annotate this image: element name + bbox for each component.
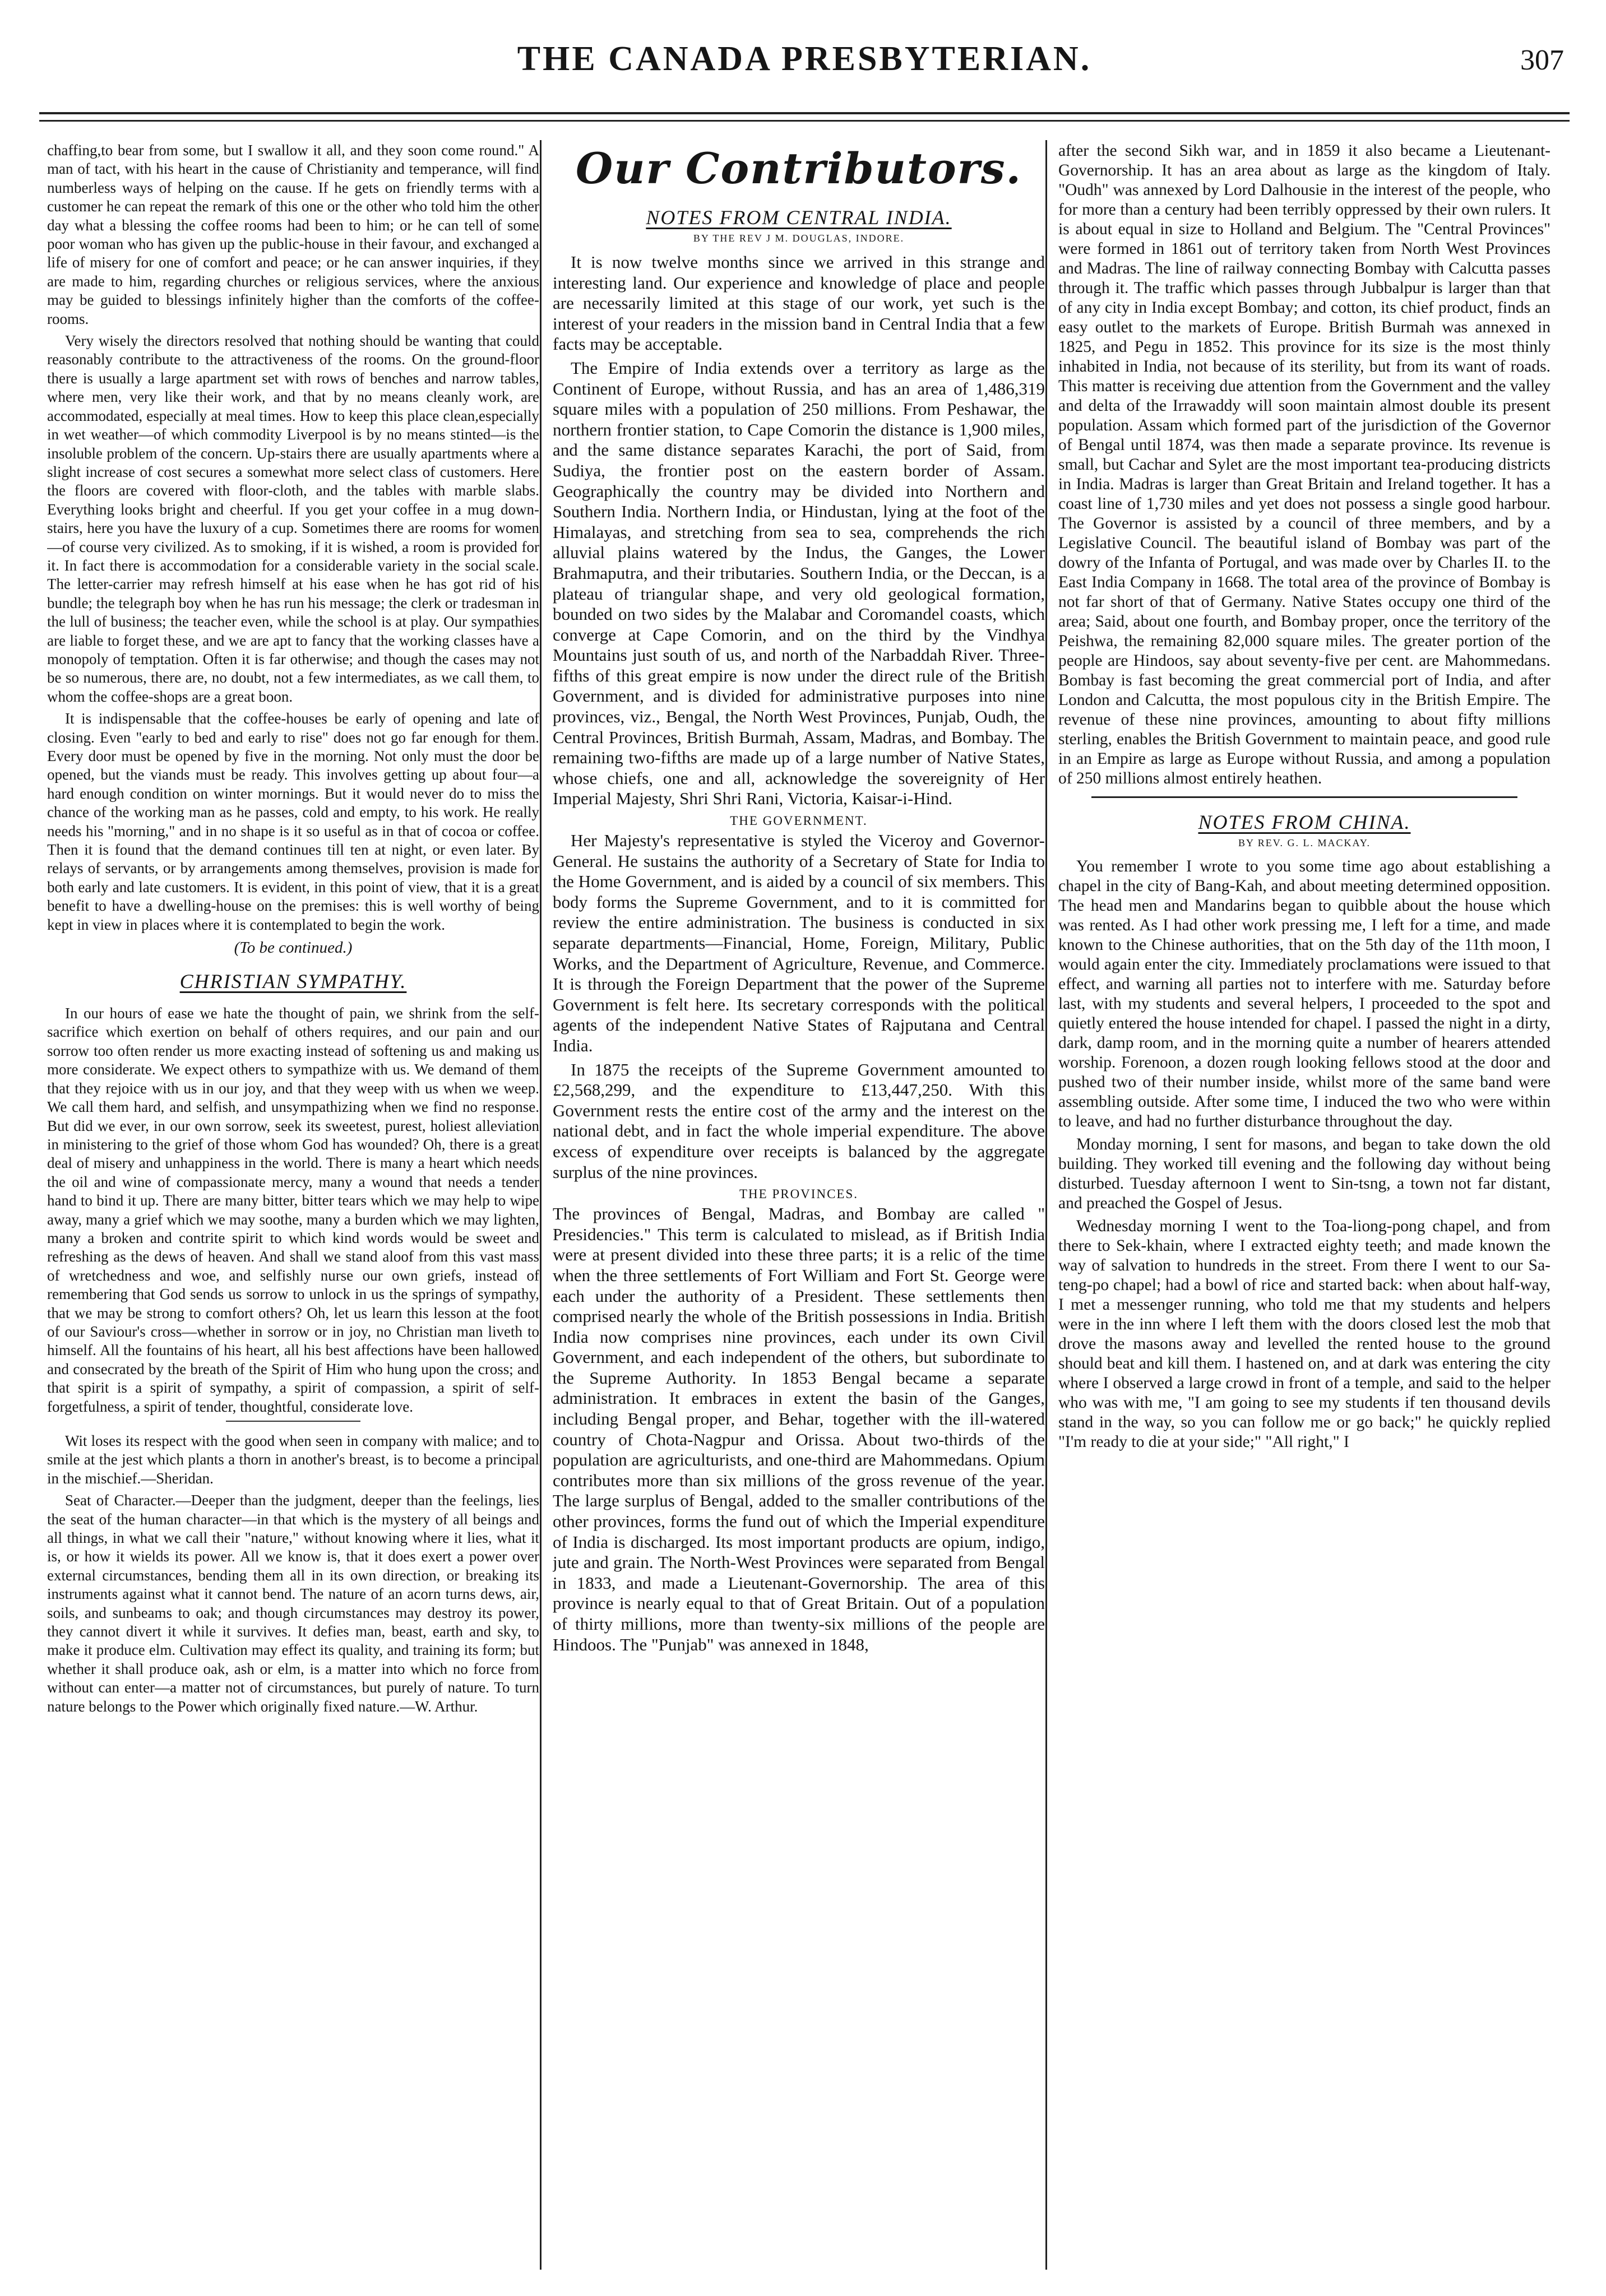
department-heading: Our Contributors. xyxy=(576,143,1022,193)
paragraph: In our hours of ease we hate the thought of pain, we shrink from the self-sacrifice which exertion on behalf of others requires, and our pain and our sorrow too often render us more exacting instead of softening us and making us more considerate. We expect others to sympathize with us. We demand of them that they rejoice with us in our joy, and that they weep with us when we weep. We call them hard, and selfish, and unsympathizing when we find no response. But did we ever, in our own sorrow, seek its sweetest, purest, holiest alleviation in ministering to the grief of those whom God has wounded? Oh, there is a great deal of misery and unhappiness in the world. There is many a heart which needs the oil and wine of compassionate mercy, many a wound that needs a tender hand to bind it up. There are many bitter, bitter tears which we may help to wipe away, many a grief which we may soothe, many a burden which we may lighten, many a broken and contrite spirit to which kind words would be sweet and refreshing as the dews of heaven. And shall we stand aloof from this vast mass of wretchedness and woe, and selfishly nurse our own griefs, instead of remembering that God sends us sorrow to unlock in us the springs of sympathy, that we may be strong to comfort others? Oh, let us learn this lesson at the foot of our Saviour's cross—whether in sorrow or in joy, no Christian man liveth to himself. All the fountains of his heart, all his best affections have been hallowed and consecrated by the breath of the Spirit of Him who hung upon the cross; and that spirit is a spirit of sympathy, a spirit of compassion, a spirit of self-forgetfulness, a spirit of tender, thoughtful, considerate love. xyxy=(47,1005,539,1415)
section-title-christian-sympathy: CHRISTIAN SYMPATHY. xyxy=(179,970,407,993)
column-right xyxy=(1058,141,1551,2265)
paragraph: It is indispensable that the coffee-houses be early of opening and late of closing. Even "early to bed and early to rise" does not go far enough for them. Every door must be opened by five in the morning. Not only must the door be opened, but the viands must be ready. This involves getting up about four—a hard enough condition on winter mornings. But it would never do to miss the chance of the working man as he passes, cold and empty, to his work. He really needs his "morning," and in no shape is it so useful as in that of cocoa or coffee. Then it is found that the demand continues till ten at night, or even later. By relays of servants, or by arrangements among themselves, provision is made for both early and late customers. It is evident, in this point of view, that it is a great benefit to have a dwelling-house on the premises: this is well worthy of being kept in view in places where it is contemplated to begin the work. xyxy=(47,710,539,933)
byline: BY REV. G. L. MACKAY. xyxy=(1238,837,1371,848)
page-header xyxy=(39,39,1570,93)
paragraph: In 1875 the receipts of the Supreme Government amounted to £2,568,299, and the expenditure to £13,447,250. With this Government rests the entire cost of the army and the interest on the national debt, and in fact the whole imperial expenditure. The above excess of expenditure over receipts is balanced by the aggregate surplus of the nine provinces. xyxy=(553,1059,1045,1182)
section-title-central-india: NOTES FROM CENTRAL INDIA. xyxy=(646,206,952,229)
section-title-china: NOTES FROM CHINA. xyxy=(1198,811,1411,833)
column-divider xyxy=(540,140,541,2270)
paragraph: The provinces of Bengal, Madras, and Bombay are called " Presidencies." This term is calculated to mislead, as if British India were at present divided into these three parts; it is a relic of the time when the three settlements of Fort William and Fort St. George were each under the authority of a President. These settlements then comprised nearly the whole of the British possessions in India. British India now comprises nine provinces, each under its own Civil Government, and each independent of the others, but subordinate to the Supreme Authority. In 1853 Bengal became a separate administration. It embraces in extent the basin of the Ganges, including Bengal proper, and Behar, together with the ill-watered country of Chota-Nagpur and Orissa. About two-thirds of the population are agriculturists, and one-third are Mahommedans. Opium contributes more than six millions of the gross revenue of the year. The large surplus of Bengal, added to the smaller contributions of the other provinces, forms the fund out of which the Imperial expenditure of India is discharged. Its most important products are opium, indigo, jute and grain. The North-West Provinces were separated from Bengal in 1833, and made a Lieutenant-Governorship. The area of this province is nearly equal to that of Great Britain. Out of a population of thirty millions, more than twenty-six millions of the people are Hindoos. The "Punjab" was annexed in 1848, xyxy=(553,1204,1045,1654)
column-middle xyxy=(553,141,1045,2265)
divider xyxy=(226,1421,360,1422)
subheading-provinces: THE PROVINCES. xyxy=(739,1187,858,1202)
column-divider xyxy=(1045,140,1047,2270)
column-left xyxy=(47,141,539,2265)
paragraph: after the second Sikh war, and in 1859 it also became a Lieutenant-Governorship. It has an area about as large as the kingdom of Italy. "Oudh" was annexed by Lord Dalhousie in the interest of the people, who for more than a century had been terribly oppressed by their own rulers. It is about equal in size to Holland and Belgium. The "Central Provinces" were formed in 1861 out of territory taken from North West Provinces and Madras. The line of railway connecting Bombay with Calcutta passes through it. The traffic which passes through Jubbalpur is larger than that of any city in India except Bombay; and cotton, its chief product, finds an easy outlet to the markets of Europe. British Burmah was annexed in 1825, and Pegu in 1852. This province for its size is the most thinly inhabited in India, not because of its sterility, but from its want of roads. This matter is receiving due attention from the Government and the valley and delta of the Irrawaddy will soon maintain almost double its present population. Assam which formed part of the jurisdiction of the Governor of Bengal until 1874, was then made a separate province. Its revenue is small, but Cachar and Sylet are the most important tea-producing districts in India. Madras is larger than Great Britain and Ireland together. It has a coast line of 1,730 miles and yet does not possess a single good harbour. The Governor is assisted by a council of three members, and by a Legislative Council. The beautiful island of Bombay was part of the dowry of the Infanta of Portugal, and was made over by Charles II. to the East India Company in 1668. The total area of the province of Bombay is not far short of that of Germany. Native States occupy one third of the area; Said, about one fourth, and Bombay proper, once the territory of the Peishwa, the remaining 82,000 square miles. The greater portion of the people are Hindoos, say about seventy-five per cent. are Mahommedans. Bombay is fast becoming the great commercial port of India, and after London and Calcutta, the most populous city in the British Empire. The revenue of these nine provinces, amounting to about fifty millions sterling, enables the British Government to maintain peace, and good rule in an Empire as large as Europe without Russia, and among a population of 250 millions almost entirely heathen. xyxy=(1058,142,1551,787)
subheading-government: THE GOVERNMENT. xyxy=(730,814,868,828)
header-rule-bottom xyxy=(39,120,1570,122)
continued-note: (To be continued.) xyxy=(234,939,353,957)
paragraph: The Empire of India extends over a territory as large as the Continent of Europe, without Russia, and has an area of 1,486,319 square miles with a population of 250 millions. From Peshawar, the northern frontier station, to Cape Comorin the distance is 1,900 miles, and the same distance separates Karachi, the port of Said, from Sudiya, the frontier post on the eastern border of Assam. Geographically the country may be divided into Northern and Southern India. Northern India, or Hindustan, lying at the foot of the Himalayas, and stretching from sea to sea, comprehends the rich alluvial plains watered by the Indus, the Ganges, the Lower Brahmaputra, and their tributaries. Southern India, or the Deccan, is a plateau of triangular shape, and very old geological formation, bounded on two sides by the Malabar and Coromandel coasts, which converge at Cape Comorin, and on the third by the Vindhya Mountains just south of us, and north of the Narbaddah River. Three-fifths of this great empire is now under the direct rule of the British Government, and is divided for administrative purposes into nine provinces, viz., Bengal, the North West Provinces, Punjab, Oudh, the Central Provinces, British Burmah, Assam, Madras, and Bombay. The remaining two-fifths are made up of a large number of Native States, whose chiefs, one and all, acknowledge the sovereignity of Her Imperial Majesty, Shri Shri Rani, Victoria, Kaisar-i-Hind. xyxy=(553,358,1045,809)
paragraph: Very wisely the directors resolved that nothing should be wanting that could reasonably contribute to the attractiveness of the rooms. On the ground-floor there is usually a large apartment set with rows of benches and narrow tables, where men, very like their work, and that by no means cleanly work, are accommodated, especially at meal times. How to keep this place clean,especially in wet weather—of which commodity Liverpool is by no means stinted—is the insoluble problem of the concern. Up-stairs there are usually apartments where a slight increase of cost secures a somewhat more select class of customers. Here the floors are covered with floor-cloth, and the tables with marble slabs. Everything looks bright and cheerful. If you get your coffee in a mug down-stairs, here you have the luxury of a cup. Sometimes there are rooms for women—of course very civilized. As to smoking, if it is wished, a room is provided for it. In fact there is accommodation for a considerable variety in the social scale. The letter-carrier may refresh himself at his ease when he has got rid of his bundle; the telegraph boy when he has run his message; the clerk or tradesman in the lull of business; the teacher even, while the school is at play. Our sympathies are liable to forget these, and we are apt to fancy that the working classes have a monopoly of temptation. Often it is far otherwise; and though the cases may not be so numerous, there are, no doubt, not a few intermediates, as we call them, to whom the coffee-shops are a great boon. xyxy=(47,332,539,705)
header-rule-top xyxy=(39,112,1570,114)
extract-wit: Wit loses its respect with the good when seen in company with malice; and to smile at the jest which plants a thorn in another's breast, is to become a principal in the mischief.—Sheridan. xyxy=(47,1432,539,1487)
paragraph: You remember I wrote to you some time ago about establishing a chapel in the city of Bang-Kah, and about meeting determined opposition. The head men and Mandarins began to quibble about the house which was rented. As I had other work pressing me, I left for a time, and made known to the Chinese authorities, that on the 5th day of the 11th moon, I would again enter the city. Immediately proclamations were issued to that effect, and warning all parties not to interfere with me. Saturday before last, with my students and several helpers, I proceeded to the spot and quietly entered the house intended for chapel. I passed the night in a dirty, dark, damp room, and in the morning quite a number of hearers attended worship. Forenoon, a dozen rough looking fellows stood at the door and pushed two of their number inside, whilst more of the same band were assembling outside. After some time, I induced the two who were within to leave, and had no further disturbance throughout the day. xyxy=(1058,857,1551,1130)
paragraph: Wednesday morning I went to the Toa-liong-pong chapel, and from there to Sek-khain, where I extracted eighty teeth; and made known the way of salvation to hundreds in the street. From there I went to our Sa-teng-po chapel; had a bowl of rice and started back: when about half-way, I met a messenger running, who told me that my students and helpers were in the inn where I left them with the doors closed lest the mob that drove the masons away and levelled the rented house to the ground should beat and kill them. I hastened on, and at dark was entering the city where I observed a large crowd in front of a temple, and said to the helper who was with me, "I am going to see my students if ten thousand devils stand in the way, so you can follow me or go back;" he quickly replied "I'm ready to die at your side;" "All right," I xyxy=(1058,1217,1551,1451)
byline: BY THE REV J M. DOUGLAS, INDORE. xyxy=(693,233,905,244)
extract-seat-of-character: Seat of Character.—Deeper than the judgment, deeper than the feelings, lies the seat of the human character—in that which is the mystery of all beings and all things, in what we call their "nature," without knowing where it lies, what it is, or how it wields its power. All we know is, that it does exert a power over external circumstances, bending them all in its own direction, or breaking its instruments against what it cannot bend. The nature of an acorn turns dews, air, soils, and sunbeams to oak; and though circumstances may destroy its power, they cannot divert it while it survives. It defies man, beast, earth and sky, to make it produce elm. Cultivation may effect its quality, and training its form; but whether it shall produce oak, ash or elm, is a matter into which no force from without can enter—a matter not of circumstances, but purely of nature. To turn nature belongs to the Power which originally fixed nature.—W. Arthur. xyxy=(47,1492,539,1715)
paragraph: Monday morning, I sent for masons, and began to take down the old building. They worked till evening and the following day without being disturbed. Tuesday afternoon I went to Sin-tsng, a town not far distant, and preached the Gospel of Jesus. xyxy=(1058,1135,1551,1212)
page-number: 307 xyxy=(1520,44,1564,76)
newspaper-title: THE CANADA PRESBYTERIAN. xyxy=(517,40,1092,78)
paragraph: It is now twelve months since we arrived in this strange and interesting land. Our experience and knowledge of place and people are necessarily limited at this stage of our work, yet such is the interest of your readers in the mission band in Central India that a few facts may be acceptable. xyxy=(553,252,1045,354)
paragraph: chaffing,to bear from some, but I swallow it all, and they soon come round." A man of tact, with his heart in the cause of Christianity and temperance, will find numberless ways of helping on the cause. If he gets on friendly terms with a customer he can repeat the remark of this one or the other who told him the other day what a blessing the coffee rooms had been to him; or he can tell of some poor woman who has given up the public-house in their favour, and exchanged a life of misery for one of comfort and peace; or he can answer inquiries, if they are made to him, regarding churches or religious services, where the anxious may be guided to blessings infinitely higher than the comforts of the coffee-rooms. xyxy=(47,142,539,327)
paragraph: Her Majesty's representative is styled the Viceroy and Governor-General. He sustains the authority of a Secretary of State for India to the Home Government, and is aided by a council of six members. This body forms the Supreme Government, and to it is committed for review the entire administration. The business is conducted in six separate departments—Financial, Home, Foreign, Military, Public Works, and the Department of Agriculture, Revenue, and Commerce. It is through the Foreign Department that the power of the Supreme Government is felt here. Its secretary corresponds with the political agents of the independent Native States of Rajputana and Central India. xyxy=(553,831,1045,1055)
divider xyxy=(1091,796,1517,798)
